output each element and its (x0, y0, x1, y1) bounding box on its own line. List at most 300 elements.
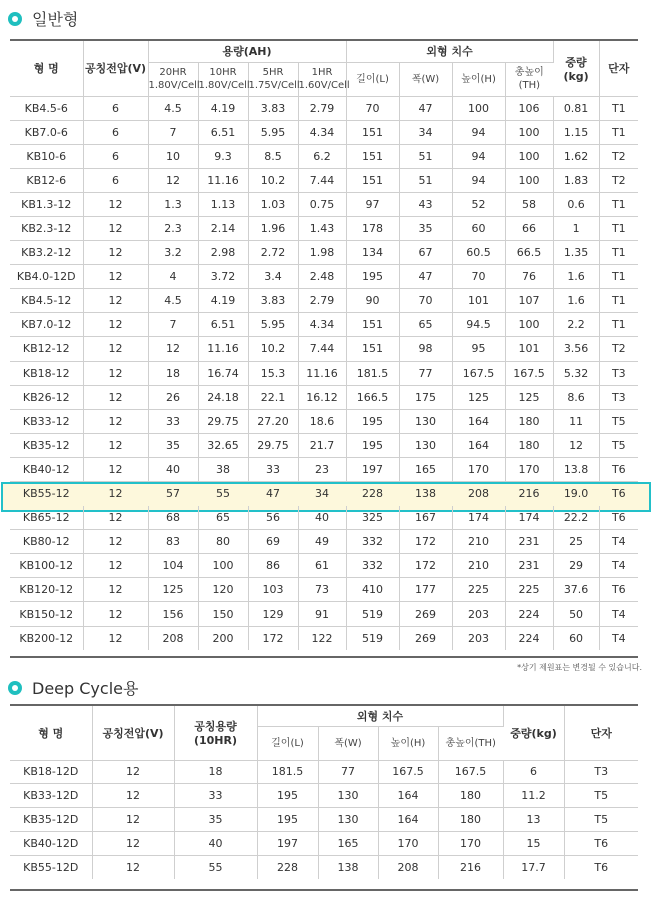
table-cell: 138 (318, 855, 378, 879)
table-cell: 4.5 (148, 289, 198, 313)
table-cell: 325 (346, 506, 399, 530)
table-cell: 181.5 (346, 361, 399, 385)
table-cell: 100 (505, 144, 553, 168)
table-cell: 61 (298, 554, 346, 578)
header-weight: 중량(kg) (553, 41, 599, 96)
table-cell: 11.16 (298, 361, 346, 385)
table-cell: 104 (148, 554, 198, 578)
table-cell: 2.72 (248, 241, 298, 265)
table-cell: 519 (346, 602, 399, 626)
table-cell: 50 (553, 602, 599, 626)
table-cell: 69 (248, 530, 298, 554)
table-cell: 12 (83, 241, 148, 265)
table-row (10, 192, 638, 216)
header-width: 폭(W) (318, 726, 378, 760)
table-row (10, 265, 638, 289)
table-cell: 12 (83, 457, 148, 481)
table-cell: T2 (599, 144, 638, 168)
table-cell: 100 (452, 96, 505, 120)
model-cell: KB65-12 (10, 506, 83, 530)
table-cell: 29.75 (248, 433, 298, 457)
table-cell: 12 (148, 337, 198, 361)
table-cell: 180 (505, 433, 553, 457)
header-height: 높이(H) (452, 62, 505, 96)
table-cell: 231 (505, 554, 553, 578)
table-cell: 12 (92, 760, 174, 784)
table-cell: 16.74 (198, 361, 248, 385)
table-cell: 12 (83, 313, 148, 337)
table-cell: 40 (148, 457, 198, 481)
model-cell: KB18-12D (10, 760, 92, 784)
model-cell: KB3.2-12 (10, 241, 83, 265)
table-cell: 73 (298, 578, 346, 602)
section-title-deepcycle (8, 676, 138, 699)
table-cell: 3.4 (248, 265, 298, 289)
model-cell: KB80-12 (10, 530, 83, 554)
table-cell: 94 (452, 120, 505, 144)
model-cell: KB4.5-6 (10, 96, 83, 120)
table-cell: 225 (452, 578, 505, 602)
table-cell: 1.03 (248, 192, 298, 216)
table-cell: T6 (611, 487, 626, 501)
table-cell: 57 (166, 487, 180, 501)
table-cell: T1 (599, 265, 638, 289)
table-cell: 80 (198, 530, 248, 554)
table-cell: 410 (346, 578, 399, 602)
table-row (10, 361, 638, 385)
table-cell: 10.2 (248, 168, 298, 192)
table-row-highlighted (10, 482, 638, 506)
model-cell: KB12-12 (10, 337, 83, 361)
table-cell: 4.34 (298, 313, 346, 337)
table-cell: 0.81 (553, 96, 599, 120)
table-cell: T1 (599, 289, 638, 313)
table-cell: 18 (148, 361, 198, 385)
table-cell: 3.83 (248, 96, 298, 120)
table-cell: 164 (378, 784, 438, 808)
table-cell: 6 (83, 96, 148, 120)
table-cell: 216 (518, 487, 540, 501)
table-cell: 18 (174, 760, 257, 784)
header-height: 높이(H) (378, 726, 438, 760)
table-cell: 49 (298, 530, 346, 554)
table-cell: 5.32 (553, 361, 599, 385)
table-cell: T1 (599, 241, 638, 265)
table-cell: 12 (83, 216, 148, 240)
section-bullet-icon (8, 681, 22, 695)
table-cell: 65 (198, 506, 248, 530)
model-cell: KB1.3-12 (10, 192, 83, 216)
model-cell: KB26-12 (10, 385, 83, 409)
table-cell: 34 (315, 487, 330, 501)
table-cell: 3.2 (148, 241, 198, 265)
table-cell: 167.5 (438, 760, 503, 784)
model-cell: KB33-12 (10, 409, 83, 433)
table-cell: 29.75 (198, 409, 248, 433)
table-cell: 12 (83, 265, 148, 289)
table-cell: 332 (346, 530, 399, 554)
table-cell: 70 (346, 96, 399, 120)
table-cell: 83 (148, 530, 198, 554)
table-cell: 47 (399, 96, 452, 120)
table-cell: 156 (148, 602, 198, 626)
table-cell: 5.95 (248, 313, 298, 337)
table-cell: 12 (83, 530, 148, 554)
table-cell: T5 (599, 433, 638, 457)
table-row (10, 289, 638, 313)
table-cell: 26 (148, 385, 198, 409)
table-cell: T5 (599, 409, 638, 433)
table-cell: 4 (148, 265, 198, 289)
table-cell: 6.2 (298, 144, 346, 168)
table-cell: 129 (248, 602, 298, 626)
model-cell: KB40-12 (10, 457, 83, 481)
table-cell: 101 (452, 289, 505, 313)
table-cell: 70 (452, 265, 505, 289)
table-cell: 98 (399, 337, 452, 361)
table-cell: T4 (611, 631, 626, 645)
table-row (10, 530, 638, 554)
table-cell: 7 (148, 120, 198, 144)
table-cell: 224 (505, 602, 553, 626)
table-row (10, 120, 638, 144)
header-dims: 외형 치수 (257, 706, 503, 726)
table-cell: 174 (505, 506, 553, 530)
table-cell: 3.83 (248, 289, 298, 313)
spec-change-note: *상기 제원표는 변경될 수 있습니다. (517, 663, 642, 672)
header-voltage: 공칭전압(V) (92, 706, 174, 760)
table-row (10, 337, 638, 361)
table-cell: 2.48 (298, 265, 346, 289)
section-title-text: Deep Cycle용 (32, 679, 139, 698)
model-cell: KB4.5-12 (10, 289, 83, 313)
table-cell: T5 (564, 808, 638, 832)
table-cell: 1.62 (553, 144, 599, 168)
model-cell: KB4.0-12D (10, 265, 83, 289)
table-cell: 7 (148, 313, 198, 337)
table-cell: 4.5 (148, 96, 198, 120)
table-cell: 103 (248, 578, 298, 602)
header-terminal: 단자 (599, 41, 638, 96)
header-length: 길이(L) (346, 62, 399, 96)
table-cell: 224 (505, 626, 553, 650)
model-cell: KB12-6 (10, 168, 83, 192)
table-cell: 94 (452, 168, 505, 192)
table-cell: 208 (468, 487, 490, 501)
table-cell: 225 (505, 578, 553, 602)
table-cell: 12 (83, 626, 148, 650)
table-cell: 177 (399, 578, 452, 602)
header-model: 형 명 (10, 41, 83, 96)
table-row (10, 433, 638, 457)
table-cell: 33 (174, 784, 257, 808)
table-cell: 33 (148, 409, 198, 433)
table-row (10, 168, 638, 192)
table-cell: 11.2 (503, 784, 564, 808)
table-cell: T1 (599, 120, 638, 144)
table-cell: 519 (346, 626, 399, 650)
model-cell: KB55-12 (22, 487, 70, 501)
table-cell: 208 (378, 855, 438, 879)
table-cell: 7.44 (298, 168, 346, 192)
header-cap-10hr: 10HR 1.80V/Cell (198, 62, 248, 96)
table-cell: 203 (452, 602, 505, 626)
table-cell: 101 (505, 337, 553, 361)
table-row (10, 506, 638, 530)
spec-table-deepcycle (10, 706, 638, 879)
model-cell: KB2.3-12 (10, 216, 83, 240)
table-cell: 125 (148, 578, 198, 602)
table-cell: 100 (505, 168, 553, 192)
table-cell: 94 (452, 144, 505, 168)
table-cell: 125 (505, 385, 553, 409)
model-cell: KB7.0-12 (10, 313, 83, 337)
table-cell: 151 (346, 337, 399, 361)
model-cell: KB100-12 (10, 554, 83, 578)
table-cell: 197 (346, 457, 399, 481)
table-cell: 122 (298, 626, 346, 650)
table-cell: 15 (503, 831, 564, 855)
table-cell: 175 (399, 385, 452, 409)
table-cell: 151 (346, 168, 399, 192)
table2-bottom-rule (10, 889, 638, 891)
model-cell: KB200-12 (10, 626, 83, 650)
model-cell: KB35-12 (10, 433, 83, 457)
table-cell: 60.5 (452, 241, 505, 265)
table-cell: T6 (594, 860, 609, 874)
table-cell: T1 (599, 96, 638, 120)
table-cell: 67 (399, 241, 452, 265)
table-cell: 27.20 (248, 409, 298, 433)
table-cell: 3.72 (198, 265, 248, 289)
table-cell: 35 (174, 808, 257, 832)
table-cell: 12 (83, 361, 148, 385)
table-row (10, 855, 638, 879)
section-title-text: 일반형 (32, 10, 79, 29)
model-cell: KB18-12 (10, 361, 83, 385)
table-cell: 195 (257, 808, 318, 832)
table-cell: 12 (83, 192, 148, 216)
model-cell: KB10-6 (10, 144, 83, 168)
model-cell: KB120-12 (10, 578, 83, 602)
table-row (10, 554, 638, 578)
table-cell: 1.15 (553, 120, 599, 144)
table-cell: 12 (92, 855, 174, 879)
table-cell: 22.1 (248, 385, 298, 409)
table-bottom-rule (10, 656, 638, 658)
table-cell: 210 (452, 554, 505, 578)
table-cell: 51 (399, 168, 452, 192)
table-cell: 38 (198, 457, 248, 481)
table-cell: 100 (198, 554, 248, 578)
header-length: 길이(L) (257, 726, 318, 760)
table-cell: 70 (399, 289, 452, 313)
table-cell: T2 (599, 337, 638, 361)
table-cell: T5 (564, 784, 638, 808)
table-cell: T2 (599, 168, 638, 192)
table-cell: 12 (83, 433, 148, 457)
table-cell: 5.95 (248, 120, 298, 144)
table-cell: 12 (83, 602, 148, 626)
table-cell: 12 (83, 554, 148, 578)
table-cell: 165 (399, 457, 452, 481)
table-cell: 151 (346, 313, 399, 337)
table-cell: 228 (257, 855, 318, 879)
table-cell: 51 (399, 144, 452, 168)
table-cell: 24.18 (198, 385, 248, 409)
table-cell: 11 (553, 409, 599, 433)
table-cell: 65 (399, 313, 452, 337)
table-cell: 200 (198, 626, 248, 650)
table-cell: T3 (599, 385, 638, 409)
table-cell: T4 (599, 530, 638, 554)
table-cell: 97 (346, 192, 399, 216)
table-cell: 151 (346, 144, 399, 168)
table-row (10, 457, 638, 481)
table-cell: 203 (452, 626, 505, 650)
table-cell: 164 (452, 433, 505, 457)
table-cell: 166.5 (346, 385, 399, 409)
table-cell: 1.98 (298, 241, 346, 265)
table-cell: 13 (503, 808, 564, 832)
table-cell: 134 (346, 241, 399, 265)
table-cell: 18.6 (298, 409, 346, 433)
model-cell: KB33-12D (10, 784, 92, 808)
table-cell: 94.5 (452, 313, 505, 337)
table-cell: 12 (92, 831, 174, 855)
table-cell: 0.6 (553, 192, 599, 216)
table-cell: 91 (298, 602, 346, 626)
table-cell: 6 (83, 144, 148, 168)
table-cell: 208 (148, 626, 198, 650)
table-row (10, 760, 638, 784)
model-cell: KB55-12D (10, 855, 92, 879)
table-cell: 11.16 (198, 168, 248, 192)
table-cell: 130 (399, 433, 452, 457)
table-cell: 32.65 (198, 433, 248, 457)
header-total-height: 총높이(TH) (505, 62, 553, 96)
table-cell: 2.79 (298, 289, 346, 313)
table-cell: 130 (318, 808, 378, 832)
table-cell: 1.83 (553, 168, 599, 192)
table-cell: 10 (148, 144, 198, 168)
table-cell: 1.6 (553, 289, 599, 313)
table-row (10, 626, 638, 650)
table-cell: 210 (452, 530, 505, 554)
table-cell: 269 (399, 626, 452, 650)
table-cell: 66 (505, 216, 553, 240)
header-terminal: 단자 (564, 706, 638, 760)
table-cell: 8.6 (553, 385, 599, 409)
table-cell: 1.3 (148, 192, 198, 216)
table-cell: 1.6 (553, 265, 599, 289)
table-cell: 164 (378, 808, 438, 832)
table-cell: 100 (505, 120, 553, 144)
table-cell: 12 (83, 578, 148, 602)
table-cell: 86 (248, 554, 298, 578)
table-cell: 1.96 (248, 216, 298, 240)
header-cap-5hr: 5HR 1.75V/Cell (248, 62, 298, 96)
table-cell: 60 (452, 216, 505, 240)
header-voltage: 공칭전압(V) (83, 41, 148, 96)
table-cell: T3 (564, 760, 638, 784)
table-cell: 35 (148, 433, 198, 457)
table-cell: 58 (505, 192, 553, 216)
table-cell: T1 (599, 192, 638, 216)
table-cell: 17.7 (503, 855, 564, 879)
table-cell: T1 (599, 216, 638, 240)
header-capacity: 용량(AH) (148, 41, 346, 62)
spec-table-general-body (10, 96, 638, 650)
table-cell: 167 (399, 506, 452, 530)
table-cell: 2.14 (198, 216, 248, 240)
table-cell: 174 (452, 506, 505, 530)
table-cell: 15.3 (248, 361, 298, 385)
table-cell: 231 (505, 530, 553, 554)
table-cell: 47 (266, 487, 280, 501)
table-cell: 150 (198, 602, 248, 626)
table-cell: 6.51 (198, 120, 248, 144)
table-cell: 1.35 (553, 241, 599, 265)
table-cell: 35 (399, 216, 452, 240)
table-cell: 56 (248, 506, 298, 530)
table-cell: 228 (362, 487, 384, 501)
spec-table-general (10, 41, 638, 650)
header-model: 형 명 (10, 706, 92, 760)
table-cell: 22.2 (553, 506, 599, 530)
table-cell: 125 (452, 385, 505, 409)
header-dims: 외형 치수 (346, 41, 553, 62)
table-cell: T4 (599, 602, 638, 626)
table-cell: 12 (108, 487, 123, 501)
table-cell: 68 (148, 506, 198, 530)
table-cell: 130 (318, 784, 378, 808)
table-cell: T6 (599, 457, 638, 481)
table-cell: 4.34 (298, 120, 346, 144)
table-cell: 23 (298, 457, 346, 481)
table-row (10, 602, 638, 626)
table-cell: T1 (599, 313, 638, 337)
table-cell: 11.16 (198, 337, 248, 361)
table-cell: 12 (83, 385, 148, 409)
table-cell: 2.2 (553, 313, 599, 337)
table-cell: 76 (505, 265, 553, 289)
table-cell: 178 (346, 216, 399, 240)
table-cell: 180 (438, 784, 503, 808)
header-capacity: 공칭용량(10HR) (174, 706, 257, 760)
table-cell: 197 (257, 831, 318, 855)
table-cell: 12 (83, 506, 148, 530)
table-cell: 40 (298, 506, 346, 530)
table-cell: 3.56 (553, 337, 599, 361)
table-cell: 95 (452, 337, 505, 361)
table-cell: T3 (599, 361, 638, 385)
table-cell: 55 (174, 855, 257, 879)
table-cell: 167.5 (452, 361, 505, 385)
table-row (10, 313, 638, 337)
table-cell: 12 (148, 168, 198, 192)
table-cell: 181.5 (257, 760, 318, 784)
table-cell: 2.98 (198, 241, 248, 265)
table-cell: 0.75 (298, 192, 346, 216)
table-cell: 6 (503, 760, 564, 784)
table-cell: T4 (599, 554, 638, 578)
table-cell: 1.13 (198, 192, 248, 216)
table-cell: 77 (318, 760, 378, 784)
model-cell: KB150-12 (10, 602, 83, 626)
table-cell: 12 (83, 409, 148, 433)
table-cell: 269 (399, 602, 452, 626)
